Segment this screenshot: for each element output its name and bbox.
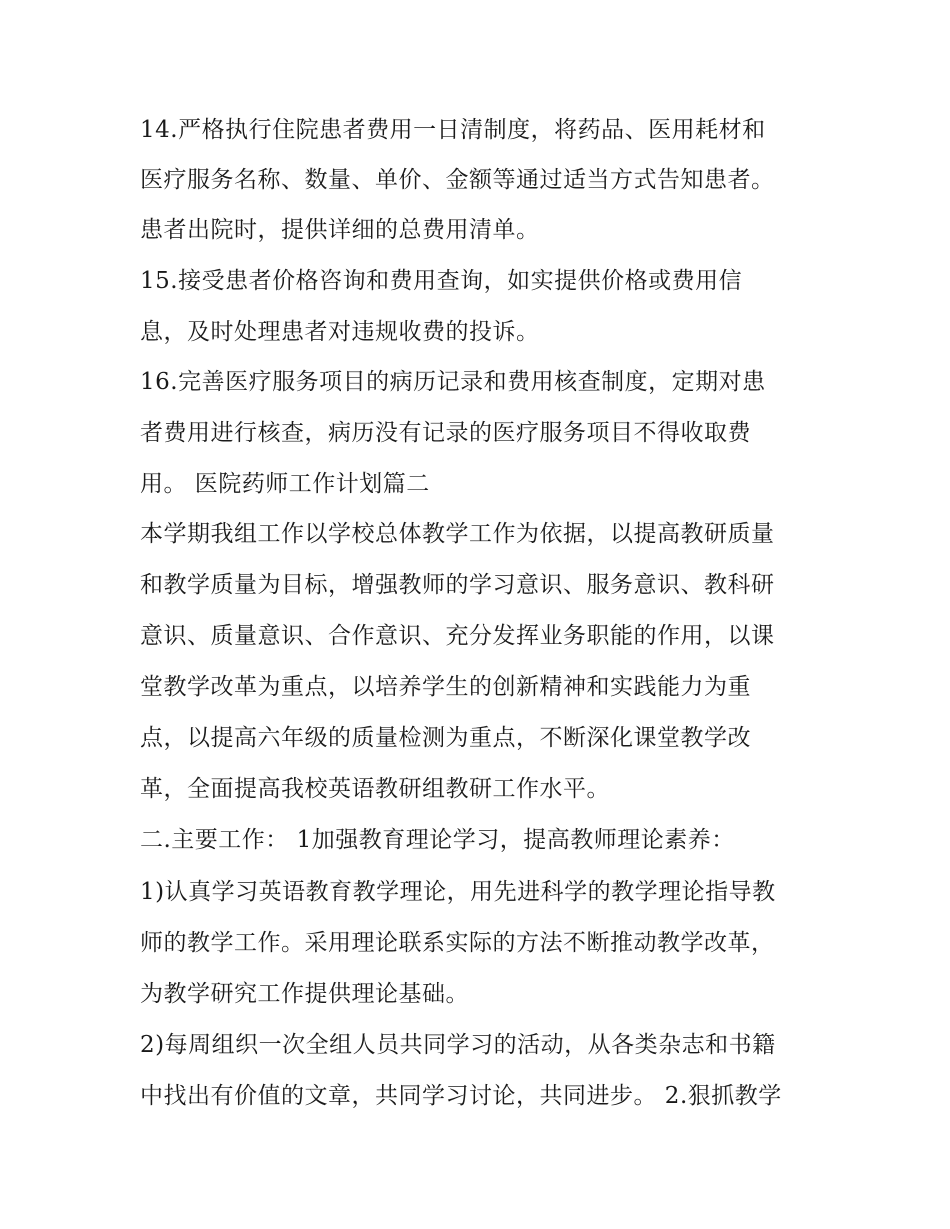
- text-line: 点，以提高六年级的质量检测为重点，不断深化课堂教学改: [140, 725, 751, 751]
- text-line: 意识、质量意识、合作意识、充分发挥业务职能的作用，以课: [140, 623, 775, 649]
- text-line: 为教学研究工作提供理论基础。: [140, 981, 469, 1007]
- text-line: 15.接受患者价格咨询和费用查询，如实提供价格或费用信: [140, 268, 743, 294]
- text-line: 二.主要工作： 1加强教育理论学习，提高教师理论素养：: [140, 827, 735, 853]
- text-line: 用。 医院药师工作计划篇二: [140, 471, 430, 497]
- text-line: 1)认真学习英语教育教学理论，用先进科学的教学理论指导教: [140, 879, 776, 905]
- text-line: 14.严格执行住院患者费用一日清制度，将药品、医用耗材和: [140, 117, 766, 143]
- text-line: 本学期我组工作以学校总体教学工作为依据，以提高教研质量: [140, 521, 775, 547]
- text-line: 患者出院时，提供详细的总费用清单。: [140, 217, 540, 243]
- text-line: 师的教学工作。采用理论联系实际的方法不断推动教学改革，: [140, 930, 775, 956]
- text-line: 医疗服务名称、数量、单价、金额等通过适当方式告知患者。: [140, 167, 775, 193]
- text-line: 革，全面提高我校英语教研组教研工作水平。: [140, 776, 610, 802]
- text-line: 息，及时处理患者对违规收费的投诉。: [140, 319, 540, 345]
- text-line: 2)每周组织一次全组人员共同学习的活动，从各类杂志和书籍: [140, 1032, 776, 1058]
- text-line: 中找出有价值的文章，共同学习讨论，共同进步。 2.狠抓教学: [140, 1083, 782, 1109]
- text-line: 和教学质量为目标，增强教师的学习意识、服务意识、教科研: [140, 572, 775, 598]
- text-line: 堂教学改革为重点，以培养学生的创新精神和实践能力为重: [140, 674, 751, 700]
- text-line: 者费用进行核查，病历没有记录的医疗服务项目不得收取费: [140, 420, 751, 446]
- text-line: 16.完善医疗服务项目的病历记录和费用核查制度，定期对患: [140, 369, 766, 395]
